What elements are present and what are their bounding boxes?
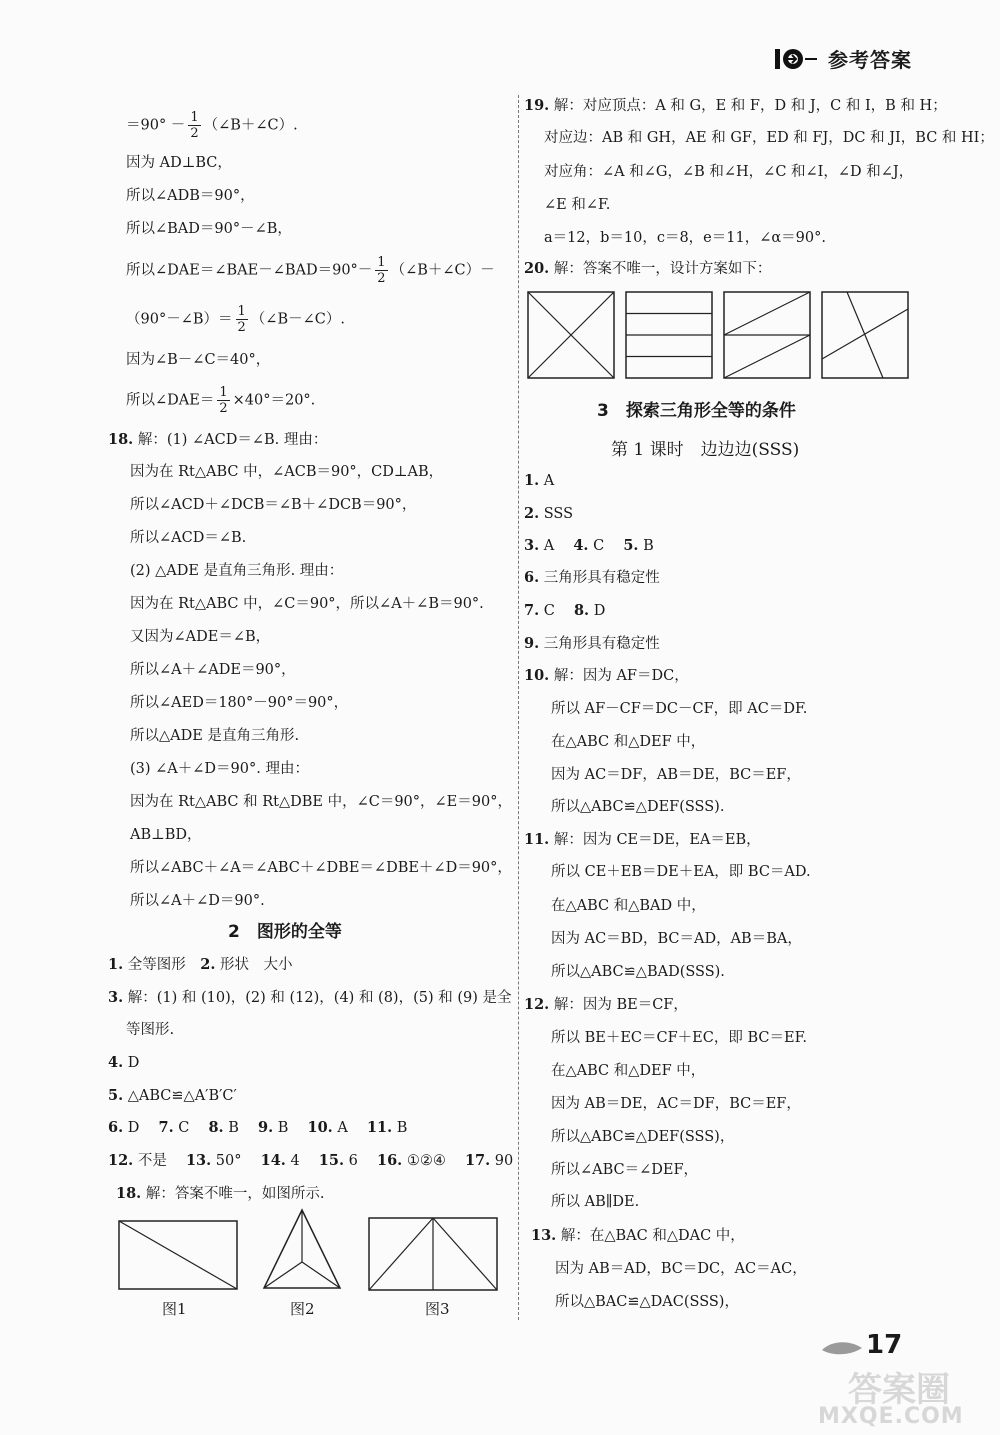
text-line: 对应边：AB 和 GH，AE 和 GF，ED 和 FJ，DC 和 JI，BC 和 HI； <box>544 130 994 146</box>
answer-line: 12. 不是 13. 50° 14. 4 15. 6 16. ①②④ 17. 90 <box>108 1152 514 1169</box>
design-plan-2 <box>625 291 713 379</box>
text-line: 所以△ABC≌△DEF(SSS)， <box>551 1129 735 1145</box>
text-line: 因为 AB＝AD，BC＝DC，AC＝AC， <box>555 1261 807 1277</box>
text-line: 所以∠ABC＝∠DEF， <box>551 1162 699 1178</box>
text-line: 所以△BAC≌△DAC(SSS)， <box>555 1294 739 1310</box>
text-line: 因为 AC＝DF，AB＝DE，BC＝EF， <box>551 767 801 783</box>
text-line: 所以∠BAD＝90°－∠B， <box>126 221 292 237</box>
fraction: $\frac{1}{2}$ <box>190 110 199 141</box>
answer-line: 2. SSS <box>524 505 574 522</box>
text-line: 所以 CE＋EB＝DE＋EA，即 BC＝AD. <box>551 864 811 880</box>
text-line: ＝90° － $\frac{1}{2}$ （∠B＋∠C）. <box>126 110 298 141</box>
page-number: 17 <box>866 1330 903 1360</box>
text-line: 在△ABC 和△BAD 中， <box>551 898 706 914</box>
question-10: 10. 解：因为 AF＝DC， <box>524 667 689 684</box>
text-line: 因为 AC＝BD，BC＝AD，AB＝BA， <box>551 931 802 947</box>
text-line: 因为∠B－∠C＝40°， <box>126 352 271 368</box>
figure-1 <box>118 1220 238 1290</box>
section-2-title: 2 图形的全等 <box>228 922 342 942</box>
watermark-url: MXQE.COM <box>818 1404 964 1429</box>
answer-line: 4. D <box>108 1054 140 1071</box>
text-line: a＝12，b＝10，c＝8，e＝11，∠α＝90°. <box>544 230 826 246</box>
fraction: $\frac{1}{2}$ <box>219 385 228 416</box>
figure-3-caption: 图3 <box>425 1300 450 1318</box>
text-line: （90°－∠B）＝ $\frac{1}{2}$ （∠B－∠C）. <box>126 304 345 335</box>
text-line: 所以∠ADB＝90°， <box>126 188 255 204</box>
text-line: 所以 BE＋EC＝CF＋EC，即 BC＝EF. <box>551 1030 807 1046</box>
text-line: (2) △ADE 是直角三角形. 理由： <box>130 563 344 579</box>
text-line: 所以△ABC≌△BAD(SSS). <box>551 964 725 980</box>
answer-line: 5. △ABC≌△A′B′C′ <box>108 1087 237 1104</box>
text-line: 所以∠ABC＋∠A＝∠ABC＋∠DBE＝∠DBE＋∠D＝90°， <box>130 860 512 876</box>
text-line: 又因为∠ADE＝∠B， <box>130 629 271 645</box>
answer-line: 1. 全等图形 2. 形状 大小 <box>108 956 293 973</box>
text-line: 所以△ABC≌△DEF(SSS). <box>551 799 725 815</box>
text-line: ∠E 和∠F. <box>544 197 611 213</box>
text-line: 所以∠DAE＝∠BAE－∠BAD＝90°－ $\frac{1}{2}$ （∠B＋∠C）－ <box>126 255 495 286</box>
page-header <box>774 44 912 73</box>
fraction: $\frac{1}{2}$ <box>377 255 386 286</box>
text-line: 因为 AB＝DE，AC＝DF，BC＝EF， <box>551 1096 801 1112</box>
book-logo-icon <box>774 46 818 72</box>
text-line: 在△ABC 和△DEF 中， <box>551 1063 706 1079</box>
figure-3 <box>368 1217 498 1291</box>
answer-line: 1. A <box>524 472 555 489</box>
watermark-logo: 答案圈 <box>848 1370 950 1410</box>
text-line: 所以∠AED＝180°－90°＝90°， <box>130 695 349 711</box>
question-19: 19. 解：对应顶点：A 和 G，E 和 F，D 和 J，C 和 I，B 和 H； <box>524 97 947 114</box>
text-line: 因为在 Rt△ABC 和 Rt△DBE 中，∠C＝90°，∠E＝90°， <box>130 794 512 810</box>
text-line: 所以∠ACD＝∠B. <box>130 530 247 546</box>
answer-line: 等图形. <box>126 1022 175 1038</box>
question-12: 12. 解：因为 BE＝CF， <box>524 996 688 1013</box>
question-11: 11. 解：因为 CE＝DE，EA＝EB， <box>524 831 761 848</box>
answer-line: 18. 解：答案不唯一，如图所示. <box>116 1185 325 1202</box>
text-line: 所以∠DAE＝ $\frac{1}{2}$ ×40°＝20°. <box>126 385 316 416</box>
figure-2 <box>262 1208 342 1290</box>
lesson-title: 第 1 课时 边边边(SSS) <box>611 440 800 460</box>
leaf-decoration-icon <box>820 1338 864 1358</box>
text-line: AB⊥BD， <box>130 827 202 843</box>
text-line: 因为在 Rt△ABC 中，∠ACB＝90°，CD⊥AB， <box>130 464 444 480</box>
question-13: 13. 解：在△BAC 和△DAC 中， <box>531 1227 745 1244</box>
text-line: 所以△ADE 是直角三角形. <box>130 728 300 744</box>
text-line: 因为 AD⊥BC， <box>126 155 232 171</box>
text-line: 所以∠ACD＋∠DCB＝∠B＋∠DCB＝90°， <box>130 497 417 513</box>
answer-line: 3. 解：(1) 和 (10)，(2) 和 (12)，(4) 和 (8)，(5) 和 (9) 是全 <box>108 989 512 1006</box>
design-plan-1 <box>527 291 615 379</box>
answer-line: 6. 三角形具有稳定性 <box>524 569 660 586</box>
text-line: 对应角：∠A 和∠G，∠B 和∠H，∠C 和∠I，∠D 和∠J， <box>544 164 914 180</box>
text-line: 所以 AB∥DE. <box>551 1194 640 1210</box>
design-plan-4 <box>821 291 909 379</box>
answer-line: 6. D 7. C 8. B 9. B 10. A 11. B <box>108 1119 408 1136</box>
question-18: 18. 解：(1) ∠ACD＝∠B. 理由： <box>108 431 328 448</box>
column-divider <box>518 95 519 1320</box>
section-3-title: 3 探索三角形全等的条件 <box>597 401 796 421</box>
text-line: 所以∠A＋∠D＝90°. <box>130 893 265 909</box>
answer-line: 9. 三角形具有稳定性 <box>524 635 660 652</box>
text-line: (3) ∠A＋∠D＝90°. 理由： <box>130 761 309 777</box>
fraction: $\frac{1}{2}$ <box>237 304 246 335</box>
answer-line: 3. A 4. C 5. B <box>524 537 654 554</box>
header-title: 参考答案 <box>828 48 912 72</box>
text-line: 所以∠A＋∠ADE＝90°， <box>130 662 296 678</box>
text-line: 所以 AF－CF＝DC－CF，即 AC＝DF. <box>551 701 808 717</box>
answer-line: 7. C 8. D <box>524 602 606 619</box>
text-line: 因为在 Rt△ABC 中，∠C＝90°，所以∠A＋∠B＝90°. <box>130 596 484 612</box>
figure-1-caption: 图1 <box>162 1300 187 1318</box>
design-plan-3 <box>723 291 811 379</box>
figure-2-caption: 图2 <box>290 1300 315 1318</box>
question-20: 20. 解：答案不唯一，设计方案如下： <box>524 260 772 277</box>
text-line: 在△ABC 和△DEF 中， <box>551 734 706 750</box>
